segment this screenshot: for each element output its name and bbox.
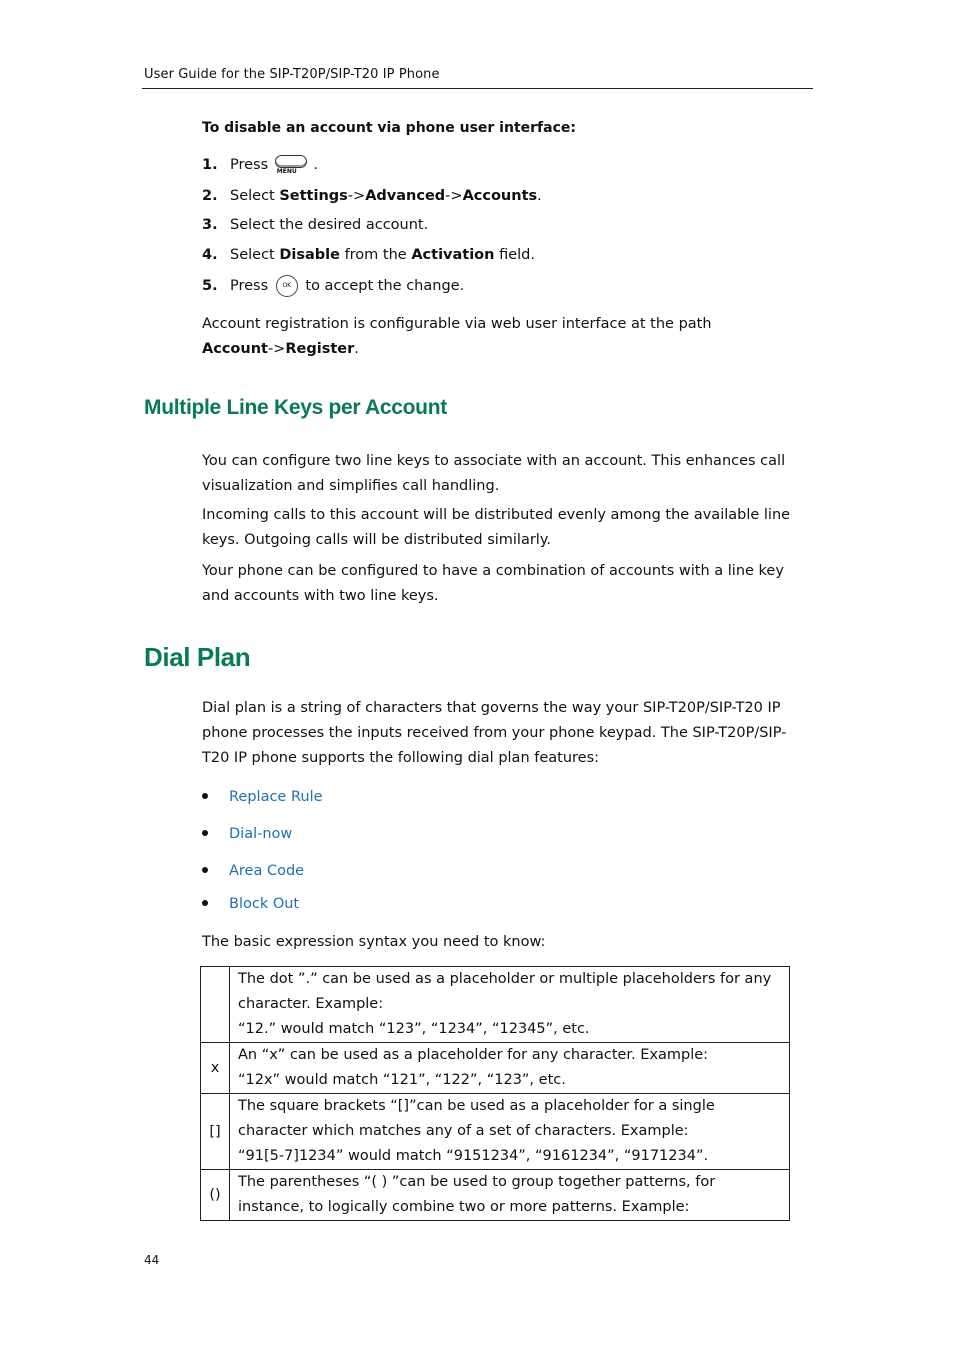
procedure-title: To disable an account via phone user interface: [202,120,576,136]
bullet-icon [202,867,208,873]
syntax-intro: The basic expression syntax you need to know: [202,934,546,950]
step-number: 1. [202,157,218,173]
list-item [202,786,323,808]
step-text: Select [230,247,275,263]
link-area-code[interactable]: Area Code [229,863,305,879]
description-line: The square brackets “[]”can be used as a placeholder for a single character which matches any of a set of characters. Example: [238,1098,715,1139]
step-4 [202,244,535,266]
page-number: 44 [144,1253,160,1267]
option-disable: Disable [279,247,340,263]
list-item [202,893,299,915]
menu-key-label: MENU [276,168,297,175]
step-text: field. [499,247,535,263]
note-text: Account registration is configurable via web user interface at the path [202,316,712,332]
path-register: Register [285,341,355,357]
paragraph: You can configure two line keys to associate with an account. This enhances call visualization and simplifies call handling. [202,453,786,494]
description-example: “12x” would match “121”, “122”, “123”, etc. [238,1072,566,1088]
table-row [201,1170,790,1221]
step-1 [202,154,318,176]
syntax-description [230,967,790,1043]
bullet-icon [202,830,208,836]
syntax-symbol: () [201,1170,230,1221]
link-block-out[interactable]: Block Out [229,896,300,912]
description-line: An “x” can be used as a placeholder for any character. Example: [238,1047,709,1063]
description-example: “91[5-7]1234” would match “9151234”, “9161234”, “9171234”. [238,1148,709,1164]
description-line: The parentheses “( ) ”can be used to group together patterns, for instance, to logically combine two or more patterns. Example: [238,1174,716,1215]
path-separator: -> [445,188,463,204]
menu-path-advanced: Advanced [365,188,446,204]
step-text: Press [230,278,269,294]
list-item [202,860,304,882]
description-line: The dot ”.” can be used as a placeholder or multiple placeholders for any character. Example: [238,971,772,1012]
field-activation: Activation [411,247,495,263]
step-5 [202,275,464,297]
paragraph: Your phone can be configured to have a combination of accounts with a line key and accounts with two line keys. [202,563,784,604]
list-item [202,823,292,845]
bullet-icon [202,900,208,906]
syntax-description [230,1170,790,1221]
syntax-symbol [201,967,230,1043]
table-row [201,967,790,1043]
path-account: Account [202,341,268,357]
table-row [201,1094,790,1170]
path-note [202,312,812,362]
section-heading-dial-plan: Dial Plan [144,642,251,672]
step-text: Select [230,188,275,204]
step-text: Press [230,157,269,173]
step-text: to accept the change. [305,278,465,294]
path-separator: -> [347,188,366,204]
step-text: . [313,157,318,173]
bullet-icon [202,793,208,799]
header-rule [142,88,813,89]
step-number: 4. [202,247,218,263]
syntax-symbol: [] [201,1094,230,1170]
syntax-description [230,1043,790,1094]
step-number: 3. [202,217,218,233]
menu-path-accounts: Accounts [462,188,538,204]
table-row [201,1043,790,1094]
dial-plan-intro: Dial plan is a string of characters that governs the way your SIP-T20P/SIP-T20 IP phone processes the inputs received from your phone keypad. The SIP-T20P/SIP-T20 IP phone supports the following dial plan features: [202,700,787,766]
section-heading-multiple-line-keys: Multiple Line Keys per Account [144,396,447,419]
description-example: “12.” would match “123”, “1234”, “12345”, etc. [238,1021,590,1037]
paragraph: Incoming calls to this account will be distributed evenly among the available line keys. Outgoing calls will be distributed similarly. [202,507,791,548]
ok-key-icon [276,275,298,297]
ok-key-label: OK [282,282,292,289]
step-3 [202,214,428,236]
running-header: User Guide for the SIP-T20P/SIP-T20 IP Phone [144,67,440,82]
step-2 [202,185,542,207]
link-dial-now[interactable]: Dial-now [229,826,293,842]
step-number: 5. [202,278,218,294]
note-text: . [354,341,359,357]
step-text: Select the desired account. [230,217,429,233]
syntax-symbol: x [201,1043,230,1094]
link-replace-rule[interactable]: Replace Rule [229,789,323,805]
syntax-description [230,1094,790,1170]
step-number: 2. [202,188,218,204]
syntax-table [200,966,790,1221]
menu-path-settings: Settings [279,188,348,204]
path-separator: -> [267,341,286,357]
menu-key-icon [275,154,307,176]
step-text: from the [344,247,407,263]
step-text: . [537,188,542,204]
